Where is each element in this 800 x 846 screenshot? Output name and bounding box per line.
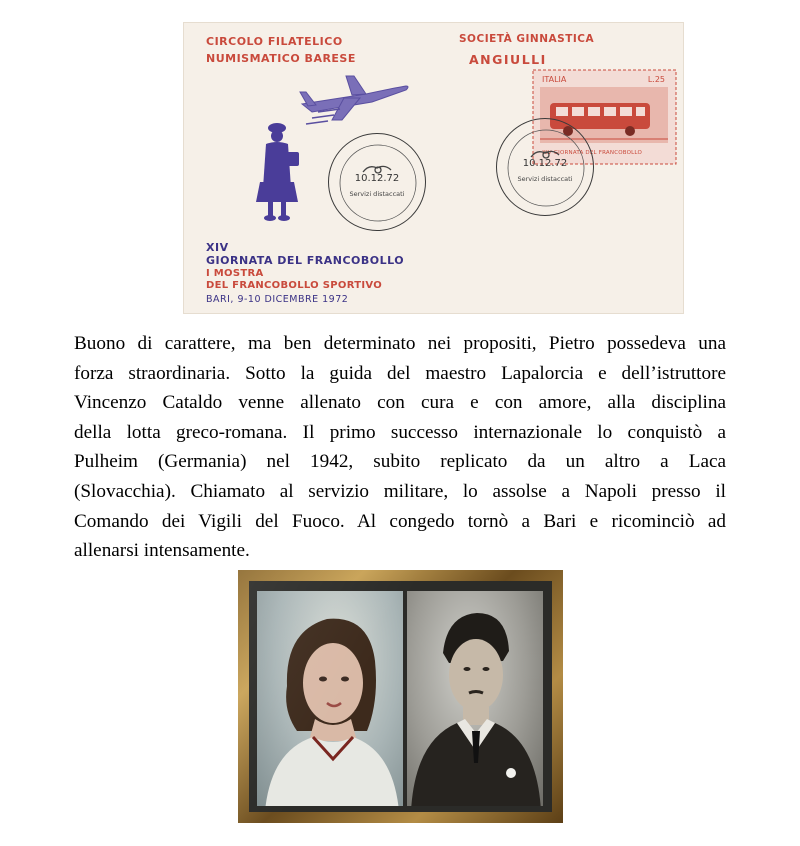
postmark-service: Servizi distaccati	[517, 175, 573, 183]
biography-paragraph	[74, 329, 726, 566]
exhibition-line-1: I MOSTRA	[206, 268, 264, 279]
postmark-right	[496, 118, 594, 216]
paragraph-line: Comando dei Vigili del Fuoco. Al congedo tornò a Bari e ricominciò ad	[74, 510, 726, 532]
airplane-illustration	[294, 68, 414, 128]
club-line-2: NUMISMATICO BARESE	[206, 52, 356, 65]
club-name	[206, 33, 356, 67]
event-title: GIORNATA DEL FRANCOBOLLO	[206, 254, 405, 267]
commemorative-envelope	[183, 22, 684, 314]
event-date: BARI, 9-10 DICEMBRE 1972	[206, 294, 349, 305]
stamp-caption: XIV GIORNATA DEL FRANCOBOLLO	[542, 150, 643, 156]
paragraph-line: allenarsi intensamente.	[74, 540, 250, 562]
portrait-woman	[257, 591, 403, 806]
postmark-left	[328, 133, 426, 231]
exhibition-line-2: DEL FRANCOBOLLO SPORTIVO	[206, 280, 383, 291]
stamp-country: ITALIA	[542, 75, 567, 84]
postmark-date: 10.12.72	[354, 173, 400, 184]
postman-illustration	[254, 118, 304, 223]
society-name: ANGIULLI	[469, 52, 547, 67]
postmark-date: 10.12.72	[522, 158, 568, 169]
man-silhouette	[407, 591, 543, 806]
stamp-value: L.25	[647, 75, 665, 84]
paragraph-line: Vincenzo Cataldo venne allenato con cura e con amore, alla disciplina	[74, 392, 726, 414]
framed-photograph	[238, 570, 563, 823]
society-label: SOCIETÀ GINNASTICA	[459, 33, 595, 45]
photo-mat	[249, 581, 552, 812]
event-number: XIV	[206, 241, 229, 254]
paragraph-line: Buono di carattere, ma ben determinato nei propositi, Pietro possedeva una	[74, 333, 726, 354]
paragraph-line: della lotta greco-romana. Il primo successo internazionale lo conquistò a	[74, 421, 726, 443]
woman-silhouette	[257, 591, 403, 806]
paragraph-line: (Slovacchia). Chiamato al servizio militare, lo assolse a Napoli presso il	[74, 480, 726, 502]
postmark-service: Servizi distaccati	[349, 190, 405, 198]
paragraph-line: forza straordinaria. Sotto la guida del maestro Lapalorcia e dell’istruttore	[74, 362, 726, 384]
portrait-man	[407, 591, 543, 806]
club-line-1: CIRCOLO FILATELICO	[206, 35, 343, 48]
paragraph-line: Pulheim (Germania) nel 1942, subito replicato da un altro a Laca	[74, 451, 726, 473]
